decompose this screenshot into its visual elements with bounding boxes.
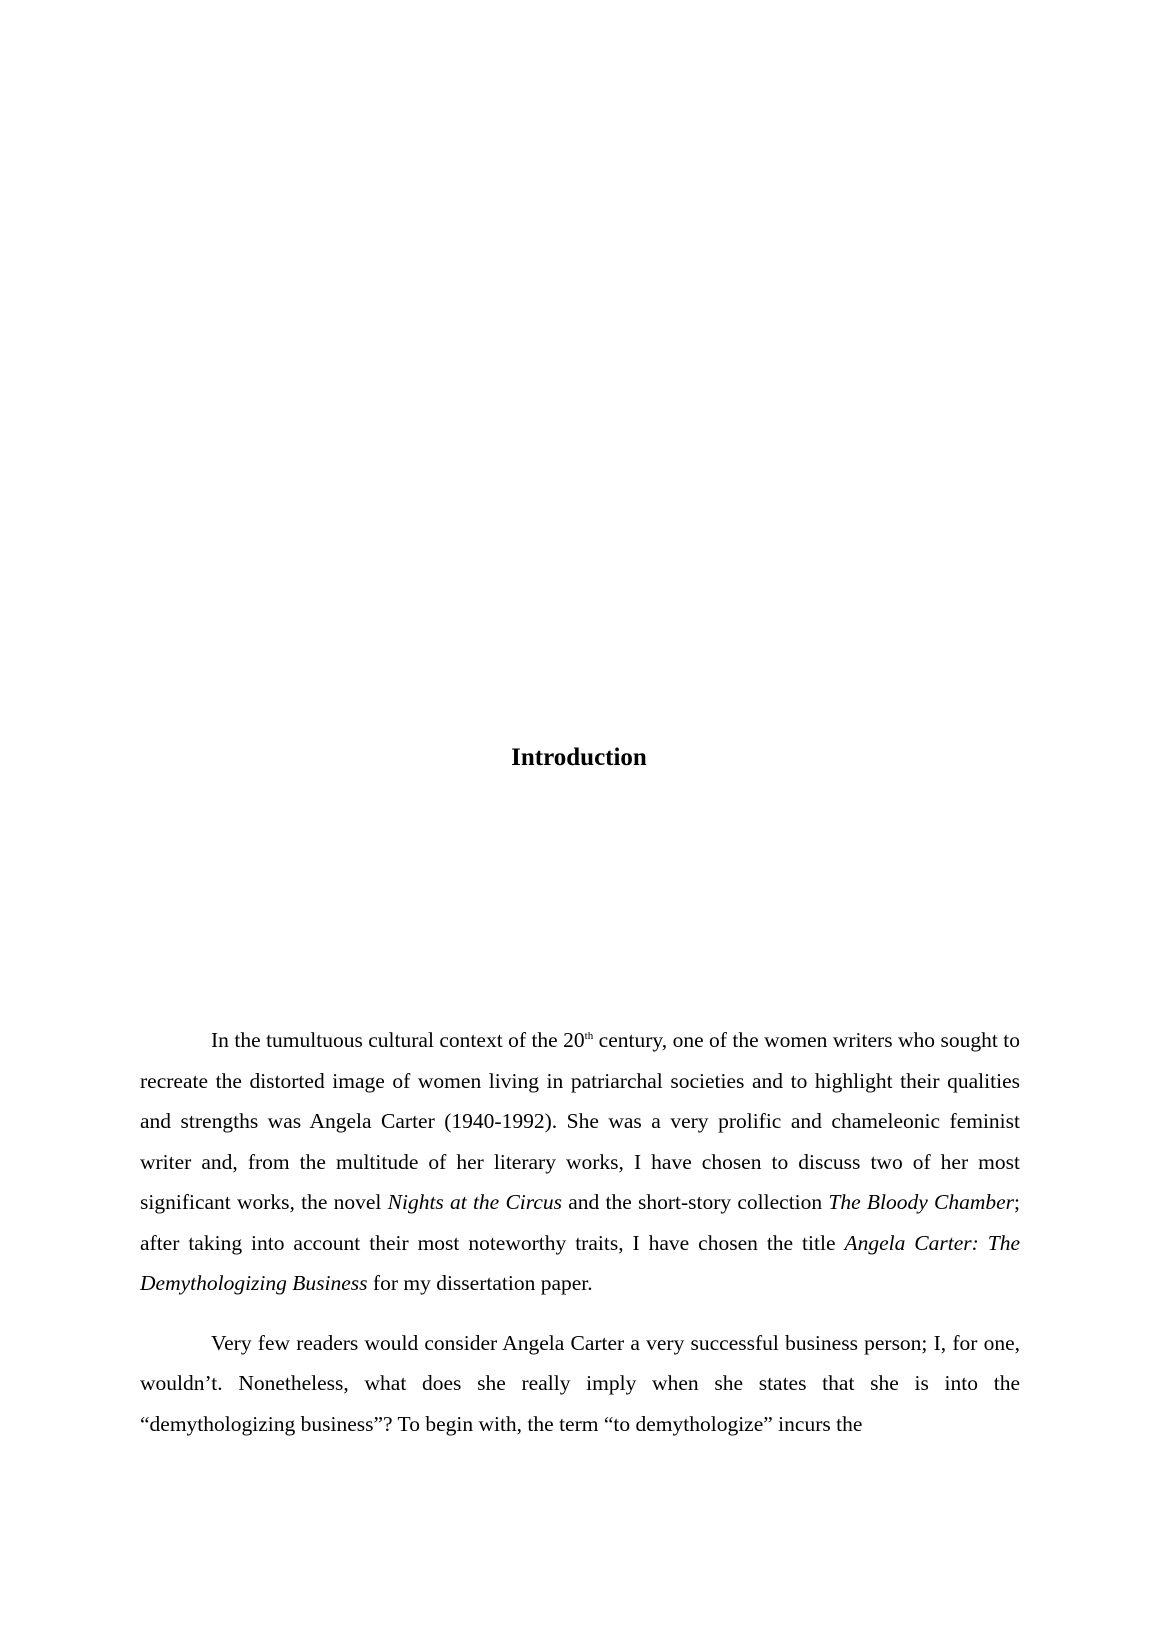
superscript-ordinal: th bbox=[584, 1029, 594, 1042]
text-segment: for my dissertation paper. bbox=[367, 1271, 593, 1295]
text-segment: century, one of the women writers who sought to recreate the distorted image of women living in patriarchal societies and to highlight their qualities and strengths was Angela Carter (1940-1992). She was a very prolific and chameleonic feminist writer and, from the multitude of her literary works, I have chosen to discuss two of her most significant works, the novel bbox=[140, 1028, 1020, 1214]
text-segment: and the short-story collection bbox=[562, 1190, 829, 1214]
text-segment: Very few readers would consider Angela Carter a very successful business person; I, for one, wouldn’t. Nonetheless, what does she really imply when she states that she is into the “demythologizing business”? To begin with, the term “to demythologize” incurs the bbox=[140, 1330, 1020, 1436]
text-segment: In the tumultuous cultural context of the 20 bbox=[211, 1028, 585, 1052]
paragraph-2 bbox=[140, 1323, 1020, 1445]
italic-title-collection: The Bloody Chamber bbox=[828, 1190, 1015, 1214]
italic-dissertation-title: Angela Carter: The Demythologizing Business bbox=[140, 1230, 1020, 1295]
italic-title-novel: Nights at the Circus bbox=[387, 1190, 562, 1214]
section-heading: Introduction bbox=[511, 744, 647, 771]
paragraph-1 bbox=[140, 1020, 1020, 1304]
body-text bbox=[140, 1020, 1020, 1463]
text-segment: ; after taking into account their most noteworthy traits, I have chosen the title bbox=[140, 1190, 1020, 1255]
